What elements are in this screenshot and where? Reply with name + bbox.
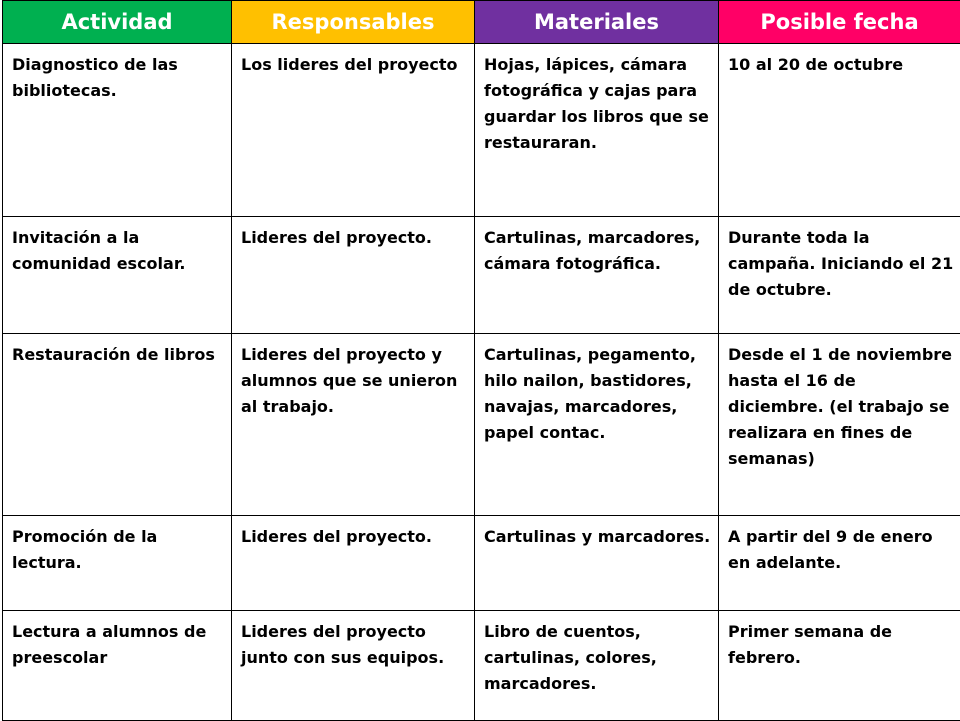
cell-fecha: Durante toda la campaña. Iniciando el 21 de octubre. <box>719 217 960 334</box>
cell-responsables: Lideres del proyecto. <box>232 217 475 334</box>
cell-materiales: Cartulinas, pegamento, hilo nailon, bastidores, navajas, marcadores, papel contac. <box>475 334 719 516</box>
cell-responsables: Lideres del proyecto y alumnos que se unieron al trabajo. <box>232 334 475 516</box>
header-materiales: Materiales <box>475 1 719 44</box>
cell-fecha: A partir del 9 de enero en adelante. <box>719 516 960 611</box>
cell-actividad: Diagnostico de las bibliotecas. <box>3 44 232 217</box>
table-row <box>3 516 960 611</box>
cell-materiales: Cartulinas y marcadores. <box>475 516 719 611</box>
cell-fecha: 10 al 20 de octubre <box>719 44 960 217</box>
cell-fecha: Desde el 1 de noviembre hasta el 16 de diciembre. (el trabajo se realizara en fines de semanas) <box>719 334 960 516</box>
activity-plan-table <box>2 0 960 721</box>
header-actividad: Actividad <box>3 1 232 44</box>
header-responsables: Responsables <box>232 1 475 44</box>
cell-actividad: Restauración de libros <box>3 334 232 516</box>
table-row <box>3 217 960 334</box>
cell-materiales: Cartulinas, marcadores, cámara fotográfica. <box>475 217 719 334</box>
cell-responsables: Lideres del proyecto junto con sus equipos. <box>232 611 475 721</box>
cell-actividad: Invitación a la comunidad escolar. <box>3 217 232 334</box>
cell-fecha: Primer semana de febrero. <box>719 611 960 721</box>
cell-materiales: Libro de cuentos, cartulinas, colores, marcadores. <box>475 611 719 721</box>
cell-materiales: Hojas, lápices, cámara fotográfica y cajas para guardar los libros que se restauraran. <box>475 44 719 217</box>
table-row <box>3 334 960 516</box>
header-row <box>3 1 960 44</box>
header-posible-fecha: Posible fecha <box>719 1 960 44</box>
table-row <box>3 611 960 721</box>
cell-responsables: Los lideres del proyecto <box>232 44 475 217</box>
table-row <box>3 44 960 217</box>
cell-responsables: Lideres del proyecto. <box>232 516 475 611</box>
cell-actividad: Lectura a alumnos de preescolar <box>3 611 232 721</box>
cell-actividad: Promoción de la lectura. <box>3 516 232 611</box>
